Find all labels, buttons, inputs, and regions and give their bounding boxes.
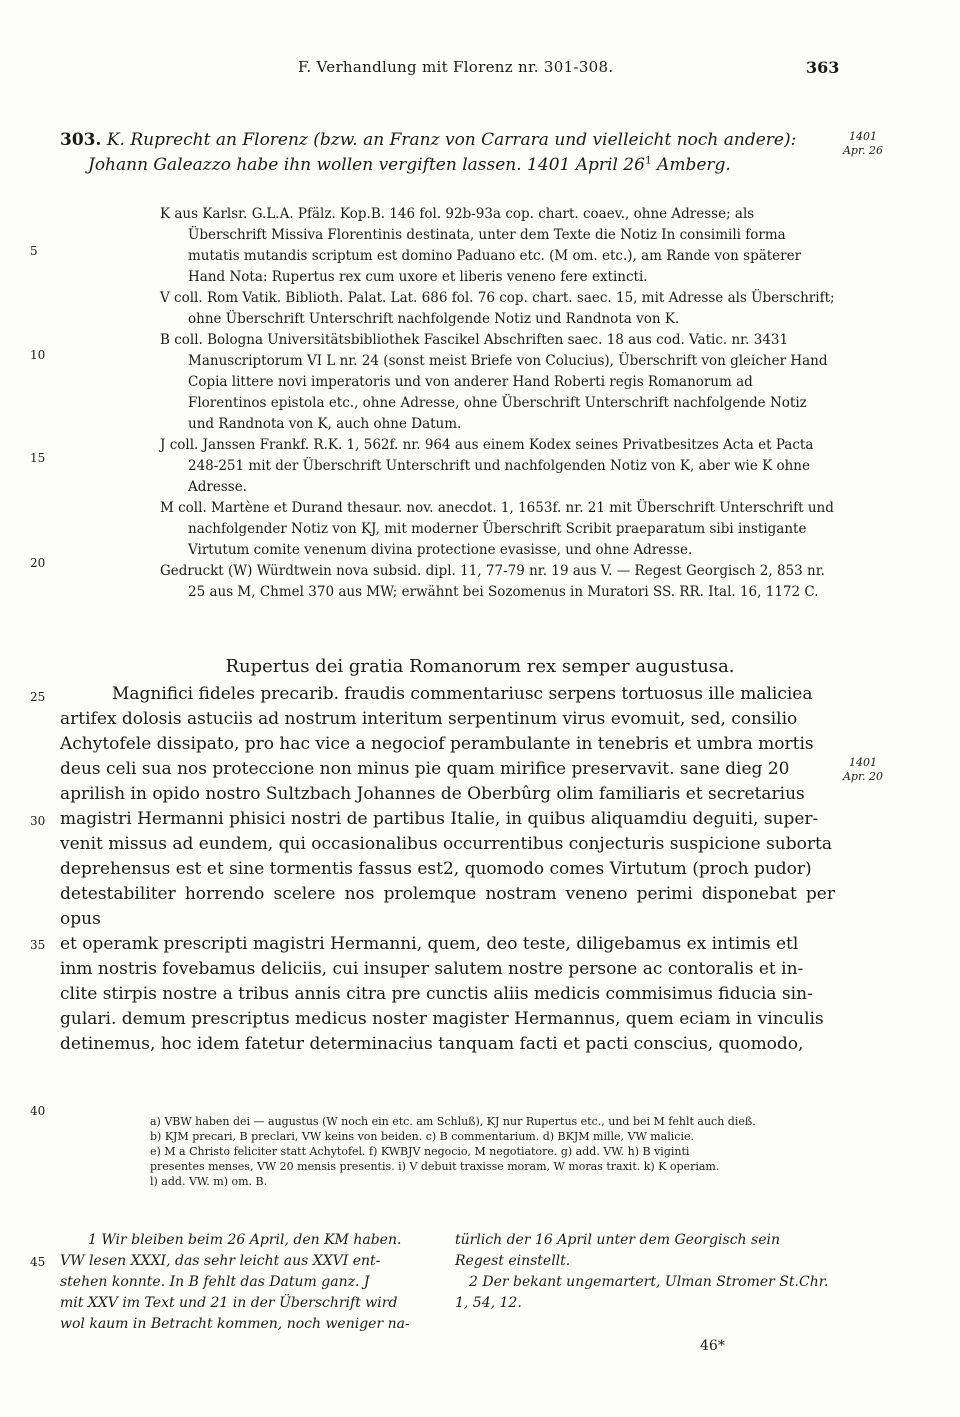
text-line: deus celi sua nos proteccione non minus pie quam mirifice preservavit. sane dieg 20: [60, 759, 790, 779]
source-entry-b: B coll. Bologna Universitätsbibliothek Fascikel Abschriften saec. 18 aus cod. Vatic. nr. 3431 Manuscriptorum VI L nr. 24 (sonst meist Briefe von Colucius), Überschrift von gleicher Hand Copia littere novi imperatoris und von anderer Hand Roberti regis Romanorum ad Florentinos epistola etc., ohne Adresse, ohne Überschrift Unterschrift nachfolgende Notiz und Randnota von K, auch ohne Datum.: [160, 332, 828, 432]
margin-date-1-year: 1401: [849, 130, 877, 143]
text-line: gulari. demum prescriptus medicus noster magister Hermannus, quem eciam in vinculis: [60, 1009, 824, 1029]
signature-mark: 46*: [700, 1338, 725, 1354]
variant-line: presentes menses, VW 20 mensis presentis. i) V debuit traxisse moram, W moras traxit. k) K operiam.: [150, 1160, 720, 1173]
margin-date-2: [838, 756, 888, 784]
regest-line-2: Johann Galeazzo habe ihn wollen vergiften lassen. 1401 April 26: [88, 155, 645, 175]
line-number: 5: [30, 244, 38, 258]
regest-place: Amberg.: [651, 155, 731, 175]
line-number: 30: [30, 814, 46, 828]
line-number: 25: [30, 690, 46, 704]
page-header: [0, 58, 960, 80]
footnote-line: mit XXV im Text und 21 in der Überschrift wird: [60, 1295, 398, 1311]
line-number: 45: [30, 1255, 46, 1269]
source-entry-k: K aus Karlsr. G.L.A. Pfälz. Kop.B. 146 fol. 92b-93a cop. chart. coaev., ohne Adresse; als Überschrift Missiva Florentinis destinata, unter dem Texte die Notiz In consimili forma mutatis mutandis scriptum est domino Paduano etc. (M om. etc.), am Rande von späterer Hand Nota: Rupertus rex cum uxore et liberis veneno fere extincti.: [160, 206, 802, 285]
footnote-line: VW lesen XXXI, das sehr leicht aus XXVI ent-: [60, 1253, 381, 1269]
main-text: [60, 682, 835, 1057]
running-title: F. Verhandlung mit Florenz nr. 301-308.: [298, 58, 614, 76]
footnote-line: Regest einstellt.: [455, 1253, 571, 1269]
source-entry-print: Gedruckt (W) Würdtwein nova subsid. dipl. 11, 77-79 nr. 19 aus V. — Regest Georgisch 2, 853 nr. 25 aus M, Chmel 370 aus MW; erwähnt bei Sozomenus in Muratori SS. RR. Ital. 16, 1172 C.: [160, 563, 825, 600]
page-number: 363: [806, 58, 840, 77]
footnote-line: 1 Wir bleiben beim 26 April, den KM haben.: [88, 1232, 402, 1248]
footnote-line: stehen konnte. In B fehlt das Datum ganz. J: [60, 1274, 370, 1290]
footnote-line: wol kaum in Betracht kommen, noch weniger na-: [60, 1316, 410, 1332]
variant-line: e) M a Christo feliciter statt Achytofel. f) KWBJV negocio, M negotiatore. g) add. VW. h) B viginti: [150, 1145, 690, 1158]
line-number: 40: [30, 1104, 46, 1118]
margin-date-2-day: Apr. 20: [842, 770, 884, 783]
text-line: aprilish in opido nostro Sultzbach Johannes de Oberbûrg olim familiaris et secretarius: [60, 784, 805, 804]
text-line: artifex dolosis astuciis ad nostrum interitum serpentinum virus evomuit, sed, consilio: [60, 709, 798, 729]
regest-line-1: K. Ruprecht an Florenz (bzw. an Franz von Carrara und vielleicht noch andere):: [106, 130, 797, 150]
source-apparatus: [160, 204, 835, 603]
line-number: 10: [30, 348, 46, 362]
intitulatio: Rupertus dei gratia Romanorum rex semper augustusa.: [225, 656, 735, 677]
source-entry-j: J coll. Janssen Frankf. R.K. 1, 562f. nr. 964 aus einem Kodex seines Privatbesitzes Acta et Pacta 248-251 mit der Überschrift Unterschrift und nachfolgenden Notiz von K, aber wie K ohne Adresse.: [160, 437, 814, 495]
text-line: Achytofele dissipato, pro hac vice a negociof perambulante in tenebris et umbra mortis: [60, 734, 814, 754]
margin-date-2-year: 1401: [849, 756, 877, 769]
text-line: Magnifici fideles precarib. fraudis commentariusc serpens tortuosus ille maliciea: [112, 684, 813, 704]
text-line: deprehensus est et sine tormentis fassus est2, quomodo comes Virtutum (proch pudor): [60, 859, 812, 879]
text-line: detestabiliter horrendo scelere nos prolemque nostram veneno perimi disponebat per opus: [60, 884, 835, 929]
variant-apparatus: [150, 1114, 850, 1189]
margin-date-1-day: Apr. 26: [842, 144, 884, 157]
footnote-line: 2 Der bekant ungemartert, Ulman Stromer St.Chr.: [469, 1274, 829, 1290]
footnotes-right: [455, 1230, 840, 1314]
source-entry-v: V coll. Rom Vatik. Biblioth. Palat. Lat. 686 fol. 76 cop. chart. saec. 15, mit Adresse als Überschrift; ohne Überschrift Unterschrift nachfolgende Notiz und Randnota von K.: [160, 290, 835, 327]
footnotes-left: [60, 1230, 445, 1335]
text-line: inm nostris fovebamus deliciis, cui insuper salutem nostre persone ac contoralis et in-: [60, 959, 804, 979]
text-line: et operamk prescripti magistri Hermanni, quem, deo teste, diligebamus ex intimis etl: [60, 934, 799, 954]
line-number: 20: [30, 556, 46, 570]
text-line: clite stirpis nostre a tribus annis citra pre cunctis aliis medicis commisimus fiducia sin-: [60, 984, 813, 1004]
text-line: magistri Hermanni phisici nostri de partibus Italie, in quibus aliquamdiu deguiti, super-: [60, 809, 819, 829]
source-entry-m: M coll. Martène et Durand thesaur. nov. anecdot. 1, 1653f. nr. 21 mit Überschrift Unterschrift und nachfolgender Notiz von KJ, mit moderner Überschrift Scribit praeparatum sibi instigante Virtutum comite venenum divina protectione evasisse, und ohne Adresse.: [160, 500, 834, 558]
text-line: venit missus ad eundem, qui occasionalibus occurrentibus conjecturis suspicione suborta: [60, 834, 832, 854]
variant-line: l) add. VW. m) om. B.: [150, 1175, 268, 1188]
regest-number: 303.: [60, 130, 102, 150]
line-number: 35: [30, 938, 46, 952]
footnote-line: türlich der 16 April unter dem Georgisch sein: [455, 1232, 780, 1248]
regest-heading: [60, 128, 850, 178]
line-number: 15: [30, 451, 46, 465]
variant-line: a) VBW haben dei — augustus (W noch ein etc. am Schluß), KJ nur Rupertus etc., und bei M fehlt auch dieß.: [150, 1115, 756, 1128]
variant-line: b) KJM precari, B preclari, VW keins von beiden. c) B commentarium. d) BKJM mille, VW malicie.: [150, 1130, 694, 1143]
footnote-line: 1, 54, 12.: [455, 1295, 522, 1311]
text-line: detinemus, hoc idem fatetur determinacius tanquam facti et pacti conscius, quomodo,: [60, 1034, 804, 1054]
regest-footnote-ref: 1: [644, 154, 652, 167]
